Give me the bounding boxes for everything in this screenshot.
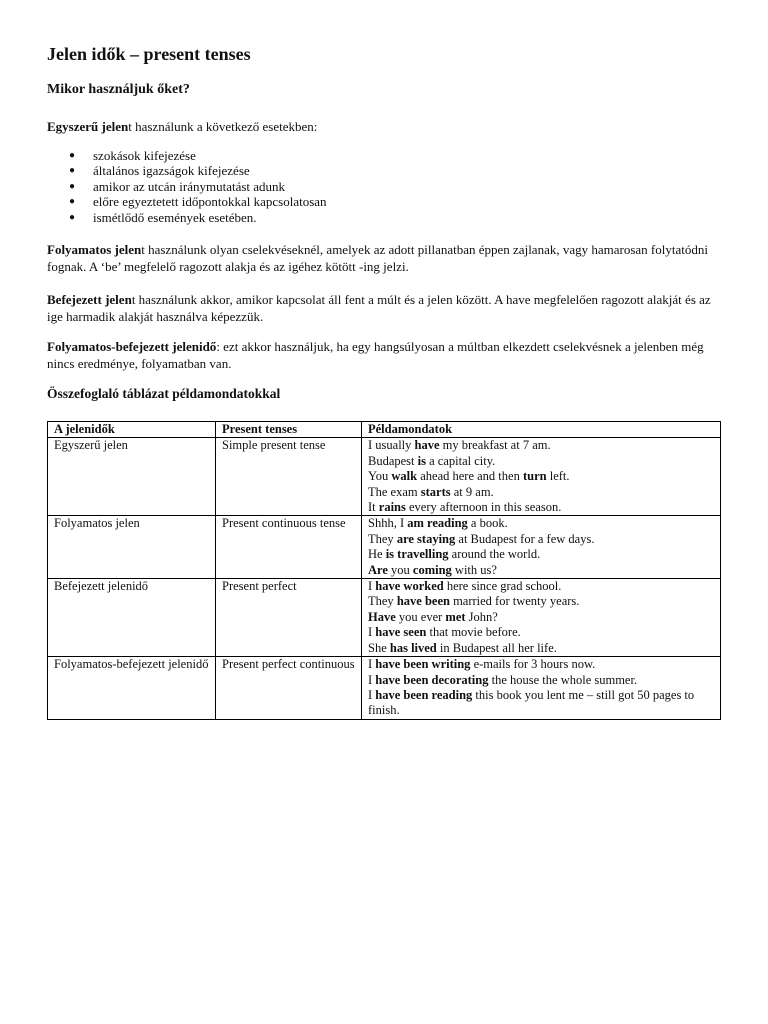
list-item-text: ismétlődő események esetében. [93, 209, 257, 225]
example-sentence: They have been married for twenty years. [368, 594, 580, 609]
intro-rest: t használunk a következő esetekben: [128, 119, 318, 134]
list-item-text: amikor az utcán iránymutatást adunk [93, 178, 286, 194]
example-sentence: I have seen that movie before. [368, 625, 521, 640]
tense-english-cell: Present perfect continuous [216, 657, 362, 720]
example-sentence: Are you coming with us? [368, 562, 497, 577]
list-item [47, 148, 327, 163]
bullet-icon: ● [69, 180, 76, 192]
table-body [48, 438, 721, 719]
list-item-text: általános igazságok kifejezése [93, 163, 250, 179]
paragraph-bold: Befejezett jelen [47, 292, 132, 307]
table-row [48, 438, 721, 516]
list-item-text: előre egyeztetett időpontokkal kapcsolatosan [93, 194, 327, 210]
intro-bold: Egyszerű jelen [47, 119, 129, 134]
perfect-continuous-paragraph [47, 338, 717, 372]
bullet-icon: ● [69, 150, 76, 161]
bullet-icon: ● [69, 211, 76, 223]
paragraph-bold: Folyamatos jelen [47, 242, 142, 257]
list-item-text: szokások kifejezése [93, 148, 196, 163]
example-sentence: I have worked here since grad school. [368, 579, 562, 594]
tense-hungarian-cell: Folyamatos jelen [48, 516, 216, 579]
paragraph-rest: : ezt akkor használjuk, ha egy hangsúlyosan a múltban elkezdett cselekvésnek a jelenben még nincs eredménye, folyamatban van. [47, 339, 704, 371]
example-sentence: I have been reading this book you lent me – still got 50 pages to finish. [368, 687, 695, 718]
intro-paragraph [47, 118, 717, 135]
example-sentence: Have you ever met John? [368, 609, 498, 624]
example-sentence: You walk ahead here and then turn left. [368, 469, 570, 484]
paragraph-rest: t használunk olyan cselekvéseknél, amelyek az adott pillanatban éppen zajlanak, vagy hamarosan folytatódni fognak. A ‘be’ megfelelő ragozott alakja és az igéhez kötött -ing jelzi. [47, 242, 708, 274]
bullet-icon: ● [69, 196, 76, 208]
tense-hungarian-cell: Folyamatos-befejezett jelenidő [48, 657, 216, 720]
column-header: A jelenidők [48, 422, 216, 438]
examples-cell [362, 579, 721, 657]
continuous-paragraph [47, 241, 717, 275]
paragraph-bold: Folyamatos-befejezett jelenidő [47, 339, 217, 354]
example-sentence: I have been decorating the house the whole summer. [368, 672, 638, 687]
table-header-row [48, 422, 721, 438]
document-title: Jelen idők – present tenses [47, 44, 251, 64]
list-item [47, 210, 327, 225]
example-sentence: I usually have my breakfast at 7 am. [368, 438, 551, 453]
section-heading: Mikor használjuk őket? [47, 82, 190, 97]
paragraph-rest: t használunk akkor, amikor kapcsolat áll fent a múlt és a jelen között. A have megfelelően ragozott alakját és az ige harmadik alakját használva képezzük. [47, 292, 711, 324]
bullet-icon: ● [69, 165, 76, 177]
perfect-paragraph [47, 291, 717, 325]
tense-hungarian-cell: Egyszerű jelen [48, 438, 216, 516]
list-item [47, 179, 327, 194]
example-sentence: She has lived in Budapest all her life. [368, 640, 557, 655]
usage-list [47, 148, 327, 225]
list-item [47, 194, 327, 209]
table-title: Összefoglaló táblázat példamondatokkal [47, 386, 281, 401]
tense-english-cell: Present perfect [216, 579, 362, 657]
example-sentence: They are staying at Budapest for a few days. [368, 531, 595, 546]
example-sentence: It rains every afternoon in this season. [368, 500, 562, 515]
example-sentence: The exam starts at 9 am. [368, 484, 494, 499]
table-row [48, 516, 721, 579]
examples-cell [362, 657, 721, 720]
list-item [47, 163, 327, 178]
table-row [48, 657, 721, 720]
tense-hungarian-cell: Befejezett jelenidő [48, 579, 216, 657]
column-header: Példamondatok [362, 422, 721, 438]
example-sentence: Budapest is a capital city. [368, 453, 496, 468]
summary-table [47, 421, 721, 720]
tense-english-cell: Present continuous tense [216, 516, 362, 579]
examples-cell [362, 516, 721, 579]
examples-cell [362, 438, 721, 516]
tense-english-cell: Simple present tense [216, 438, 362, 516]
example-sentence: Shhh, I am reading a book. [368, 516, 508, 531]
column-header: Present tenses [216, 422, 362, 438]
table-row [48, 579, 721, 657]
example-sentence: He is travelling around the world. [368, 547, 541, 562]
example-sentence: I have been writing e-mails for 3 hours now. [368, 657, 596, 672]
